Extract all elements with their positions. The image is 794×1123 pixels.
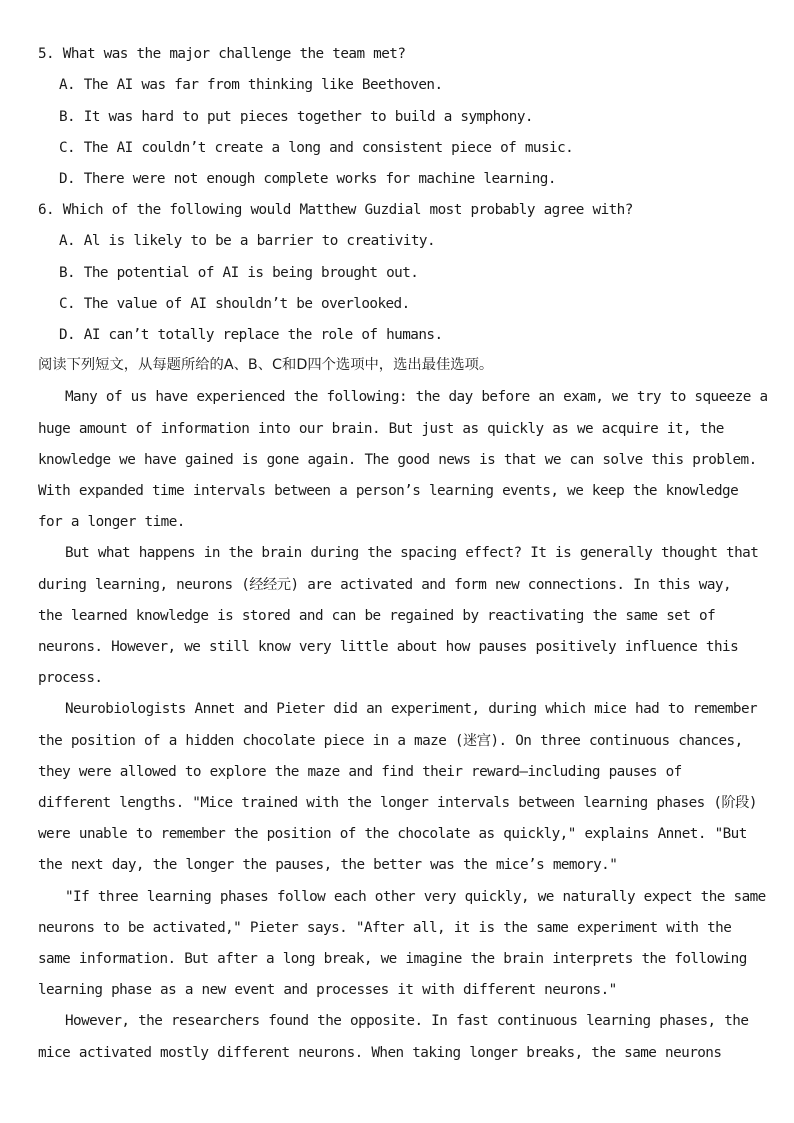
question-5: 5. What was the major challenge the team met?	[38, 46, 406, 62]
q6-option-a: A. Al is likely to be a barrier to creativity.	[59, 233, 436, 249]
passage-line: knowledge we have gained is gone again. The good news is that we can solve this problem.	[38, 452, 757, 468]
q6-option-c: C. The value of AI shouldn’t be overlooked.	[59, 296, 410, 312]
passage-line: process.	[38, 670, 103, 686]
passage-line: Neurobiologists Annet and Pieter did an experiment, during which mice had to remember	[65, 701, 758, 717]
passage-line: for a longer time.	[38, 514, 185, 530]
q5-option-b: B. It was hard to put pieces together to build a symphony.	[59, 109, 533, 125]
passage-line: But what happens in the brain during the spacing effect? It is generally thought that	[65, 545, 759, 561]
passage-line: during learning, neurons (经经元) are activated and form new connections. In this way,	[38, 577, 732, 593]
passage-line: However, the researchers found the opposite. In fast continuous learning phases, the	[65, 1013, 749, 1029]
passage-line: were unable to remember the position of the chocolate as quickly," explains Annet. "But	[38, 826, 747, 842]
question-6: 6. Which of the following would Matthew Guzdial most probably agree with?	[38, 202, 633, 218]
q5-option-a: A. The AI was far from thinking like Beethoven.	[59, 77, 443, 93]
passage-line: the learned knowledge is stored and can be regained by reactivating the same set of	[38, 608, 716, 624]
q5-option-c: C. The AI couldn’t create a long and consistent piece of music.	[59, 140, 574, 156]
q6-option-d: D. AI can’t totally replace the role of humans.	[59, 327, 443, 343]
q6-option-b: B. The potential of AI is being brought out.	[59, 265, 419, 281]
passage-line: learning phase as a new event and processes it with different neurons."	[38, 982, 617, 998]
passage-line: huge amount of information into our brain. But just as quickly as we acquire it, the	[38, 421, 724, 437]
passage-line: mice activated mostly different neurons. When taking longer breaks, the same neurons	[38, 1045, 722, 1061]
passage-line: different lengths. "Mice trained with the longer intervals between learning phases (阶段)	[38, 795, 757, 811]
passage-line: they were allowed to explore the maze and find their reward—including pauses of	[38, 764, 682, 780]
passage-line: "If three learning phases follow each other very quickly, we naturally expect the same	[65, 889, 766, 905]
passage-line: same information. But after a long break, we imagine the brain interprets the following	[38, 951, 747, 967]
passage-line: neurons. However, we still know very little about how pauses positively influence this	[38, 639, 739, 655]
reading-instruction: 阅读下列短文，从每题所给的A、B、C和D四个选项中，选出最佳选项。	[38, 357, 494, 373]
passage-line: With expanded time intervals between a person’s learning events, we keep the knowledge	[38, 483, 739, 499]
q5-option-d: D. There were not enough complete works for machine learning.	[59, 171, 556, 187]
passage-line: neurons to be activated," Pieter says. "After all, it is the same experiment with the	[38, 920, 732, 936]
passage-line: Many of us have experienced the following: the day before an exam, we try to squeeze a	[65, 389, 768, 405]
passage-line: the next day, the longer the pauses, the better was the mice’s memory."	[38, 857, 618, 873]
passage-line: the position of a hidden chocolate piece in a maze (迷宫). On three continuous chances,	[38, 733, 743, 749]
